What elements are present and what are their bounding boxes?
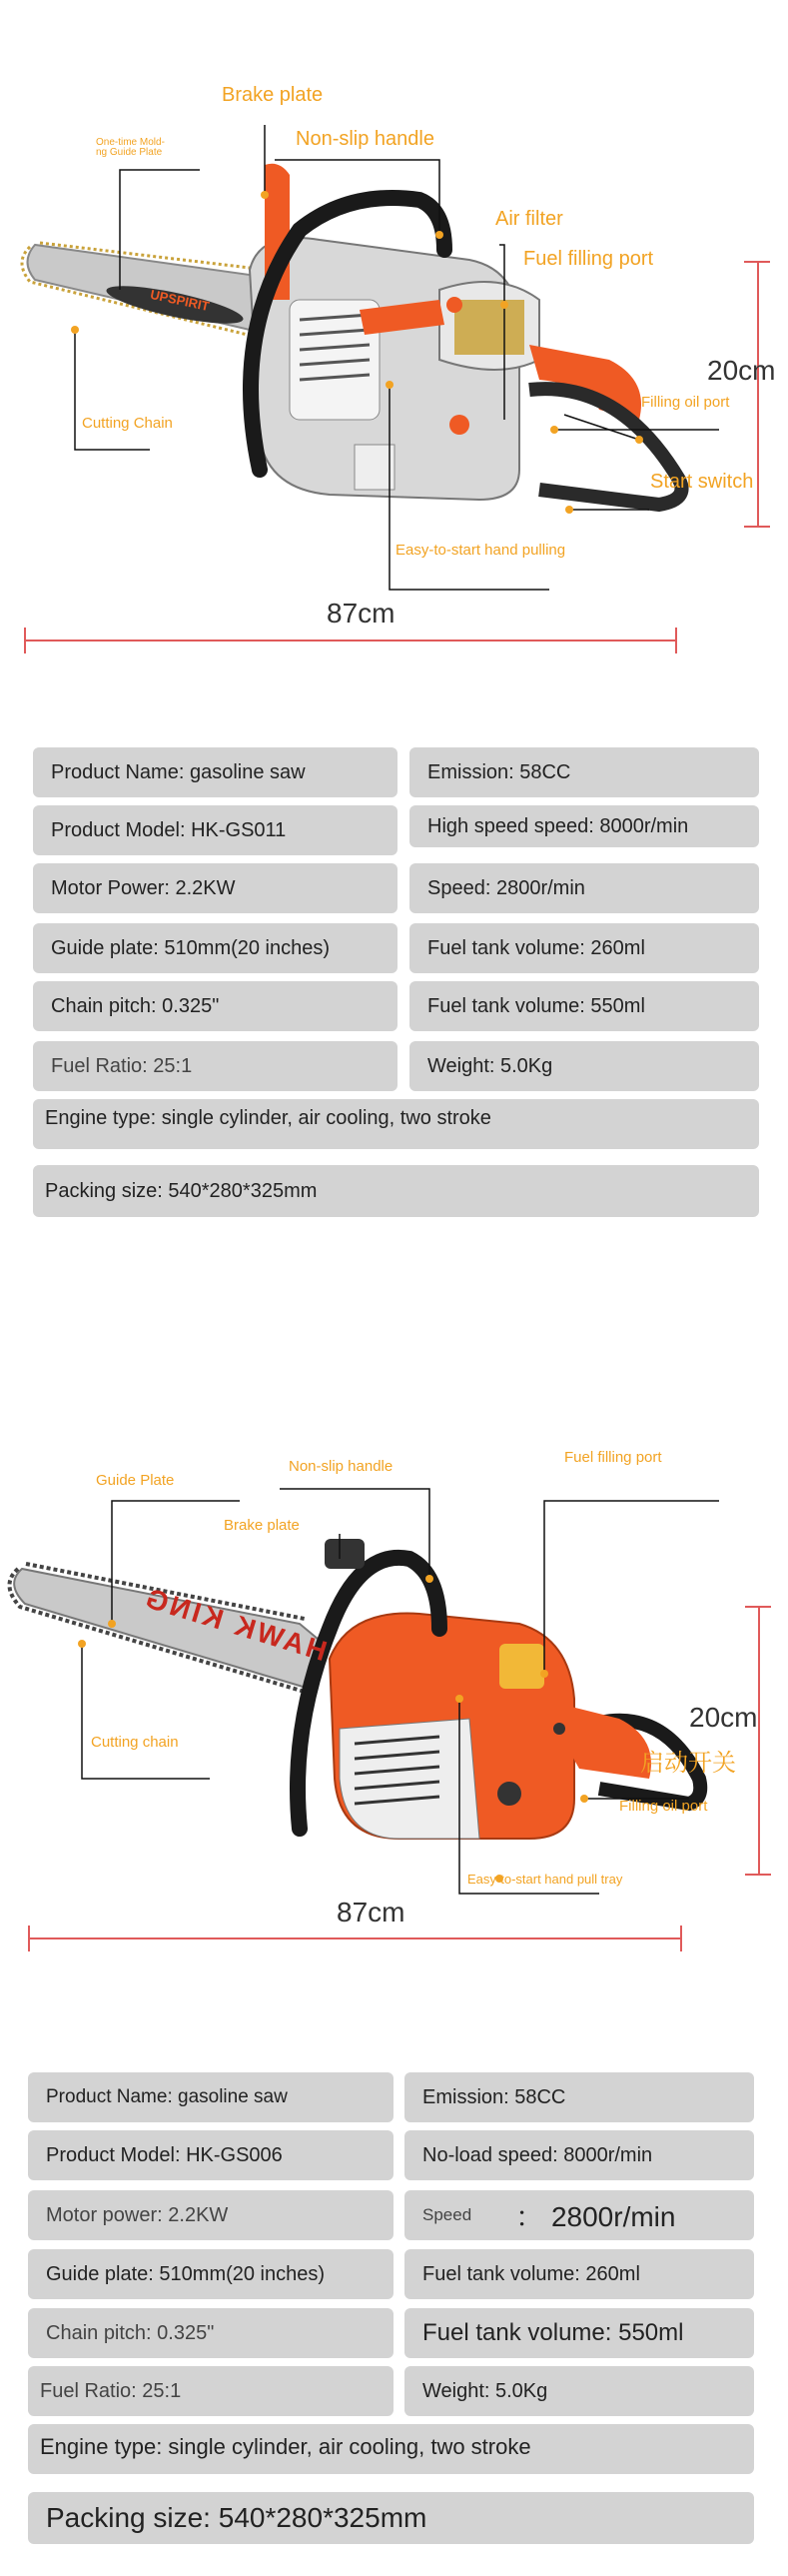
spec-cell: Chain pitch: 0.325" bbox=[33, 981, 397, 1031]
length-dim-label-2: 87cm bbox=[337, 1897, 405, 1928]
callout-start-switch-cn: 启动开关 bbox=[640, 1750, 736, 1777]
callout-non-slip-handle-2: Non-slip handle bbox=[289, 1458, 394, 1475]
spec-cell: Emission: 58CC bbox=[409, 747, 759, 797]
spec-cell: Fuel tank volume: 550ml bbox=[404, 2308, 754, 2358]
length-dim-line-2 bbox=[28, 1937, 681, 1939]
callout-one-time-guide: One-time Mold- ng Guide Plate bbox=[96, 137, 165, 158]
spec-cell: Guide plate: 510mm(20 inches) bbox=[28, 2249, 394, 2299]
spec-cell: Speed ： 2800r/min bbox=[404, 2190, 754, 2240]
spec-cell: Weight: 5.0Kg bbox=[404, 2366, 754, 2416]
callout-brake-plate: Brake plate bbox=[222, 84, 324, 106]
height-dim-label-2: 20cm bbox=[689, 1702, 758, 1733]
spec-packing-2: Packing size: 540*280*325mm bbox=[28, 2492, 754, 2544]
height-dim-cap-bottom bbox=[744, 526, 770, 528]
callout-fuel-filling-port-2: Fuel filling port bbox=[564, 1449, 662, 1466]
callout-guide-plate: Guide Plate bbox=[96, 1472, 175, 1489]
callout-easy-start-2: Easy-to-start hand pull tray bbox=[467, 1872, 623, 1887]
height-dim-cap-top-2 bbox=[745, 1606, 771, 1608]
spec-cell: Fuel Ratio: 25:1 bbox=[33, 1041, 397, 1091]
callout-lines-1 bbox=[0, 0, 788, 640]
spec-cell: Fuel tank volume: 550ml bbox=[409, 981, 759, 1031]
length-dim-label: 87cm bbox=[327, 598, 395, 629]
spec-cell: Fuel Ratio: 25:1 bbox=[28, 2366, 394, 2416]
spec-cell: Emission: 58CC bbox=[404, 2072, 754, 2122]
spec-cell: Product Model: HK-GS011 bbox=[33, 805, 397, 855]
spec-cell: No-load speed: 8000r/min bbox=[404, 2130, 754, 2180]
spec-cell: Motor Power: 2.2KW bbox=[33, 863, 397, 913]
spec-cell: High speed speed: 8000r/min bbox=[409, 805, 759, 847]
height-dim-label: 20cm bbox=[707, 355, 776, 386]
height-dim-cap-bottom-2 bbox=[745, 1874, 771, 1876]
spec-engine: Engine type: single cylinder, air cooling, two stroke bbox=[33, 1099, 759, 1149]
spec-cell: Weight: 5.0Kg bbox=[409, 1041, 759, 1091]
callout-fuel-filling-port: Fuel filling port bbox=[523, 248, 654, 270]
callout-brake-plate-2: Brake plate bbox=[224, 1517, 300, 1534]
spec-cell: Guide plate: 510mm(20 inches) bbox=[33, 923, 397, 973]
spec-packing: Packing size: 540*280*325mm bbox=[33, 1165, 759, 1217]
spec-cell: Product Model: HK-GS006 bbox=[28, 2130, 394, 2180]
callout-filling-oil-port: Filling oil port bbox=[641, 394, 730, 411]
callout-cutting-chain-2: Cutting chain bbox=[91, 1734, 179, 1751]
spec-cell: Fuel tank volume: 260ml bbox=[409, 923, 759, 973]
spec-engine-2: Engine type: single cylinder, air cooling, two stroke bbox=[28, 2424, 754, 2474]
callout-start-switch: Start switch bbox=[650, 471, 754, 493]
spec-cell: Product Name: gasoline saw bbox=[28, 2072, 394, 2122]
brand-label-2: HAWK KING bbox=[139, 1581, 331, 1668]
height-dim-cap-top bbox=[744, 261, 770, 263]
spec-cell: Product Name: gasoline saw bbox=[33, 747, 397, 797]
callout-air-filter: Air filter bbox=[495, 208, 563, 230]
length-dim-cap-right-2 bbox=[680, 1926, 682, 1951]
length-dim-cap-right bbox=[675, 628, 677, 653]
spec-cell: Speed: 2800r/min bbox=[409, 863, 759, 913]
callout-cutting-chain: Cutting Chain bbox=[82, 415, 173, 432]
spec-cell: Fuel tank volume: 260ml bbox=[404, 2249, 754, 2299]
spec-cell: Motor power: 2.2KW bbox=[28, 2190, 394, 2240]
length-dim-line bbox=[24, 640, 675, 642]
callout-easy-start: Easy-to-start hand pulling bbox=[395, 542, 566, 559]
spec-cell: Chain pitch: 0.325" bbox=[28, 2308, 394, 2358]
brand-label: UPSPIRIT bbox=[149, 286, 211, 315]
length-dim-cap-left bbox=[24, 628, 26, 653]
callout-filling-oil-port-2: Filling oil port bbox=[619, 1798, 708, 1815]
length-dim-cap-left-2 bbox=[28, 1926, 30, 1951]
height-dim-line-2 bbox=[758, 1607, 760, 1875]
height-dim-line bbox=[757, 262, 759, 527]
callout-non-slip-handle: Non-slip handle bbox=[296, 128, 434, 150]
